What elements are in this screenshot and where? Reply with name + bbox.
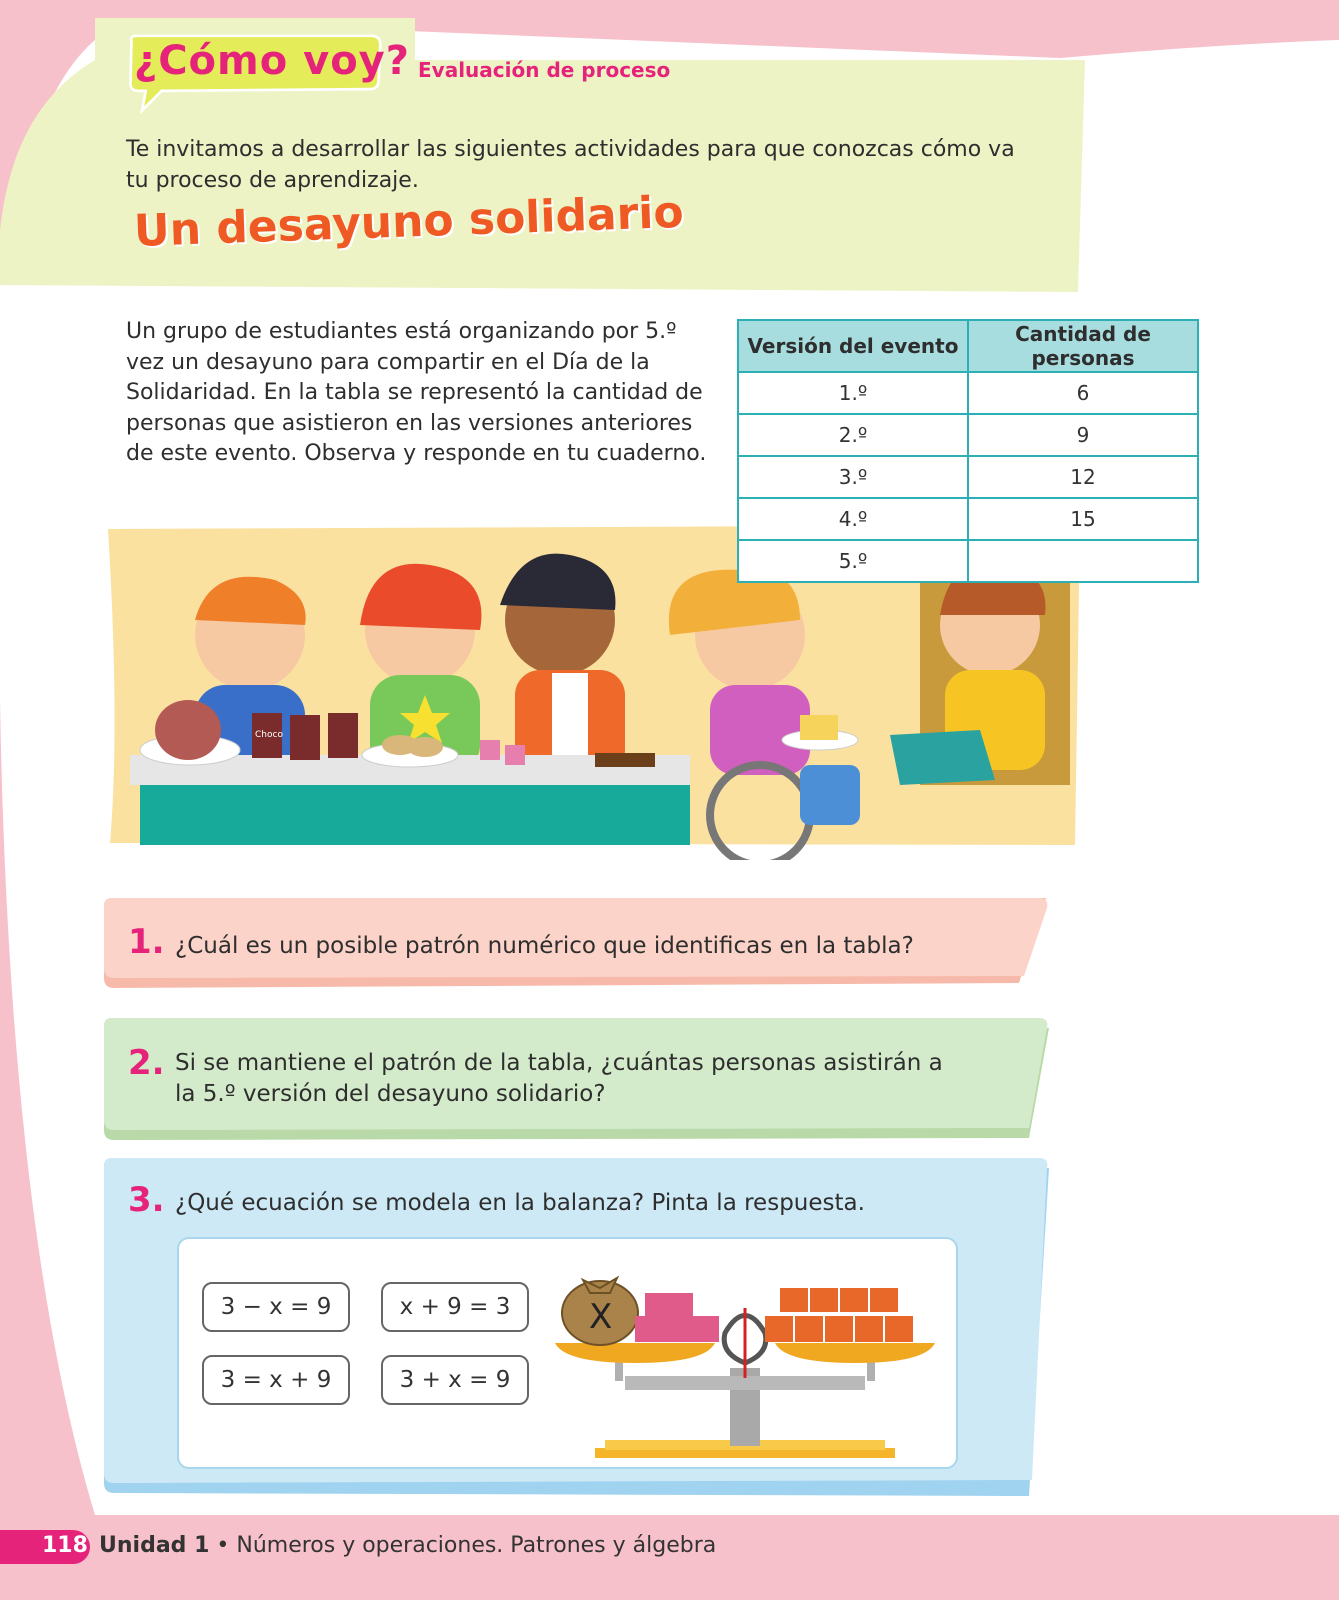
option-x-plus-9-equals-3[interactable]: x + 9 = 3 [381, 1282, 529, 1332]
cell-quantity: 6 [968, 372, 1198, 414]
option-3-equals-x-plus-9[interactable]: 3 = x + 9 [202, 1355, 350, 1405]
question-1-number: 1. [128, 922, 165, 962]
cell-quantity: 15 [968, 498, 1198, 540]
table-row [738, 498, 1198, 540]
question-3-number: 3. [128, 1180, 165, 1220]
cell-version: 4.º [738, 498, 968, 540]
footer-unit [99, 1533, 716, 1558]
page-title: Un desayuno solidario [133, 186, 685, 257]
balance-scale-illustration [555, 1258, 935, 1458]
cell-version: 3.º [738, 456, 968, 498]
header-version: Versión del evento [738, 320, 968, 372]
unit-label: Unidad 1 [99, 1533, 210, 1558]
cell-version: 5.º [738, 540, 968, 582]
problem-paragraph: Un grupo de estudiantes está organizando por 5.º vez un desayuno para compartir en el Día de la Solidaridad. En la tabla se representó la cantidad de personas que asistieron en las versiones anteriores de este evento. Observa y responde en tu cuaderno. [126, 319, 707, 466]
page-number: 118 [42, 1533, 88, 1558]
table-row [738, 372, 1198, 414]
attendance-table [737, 319, 1199, 583]
yogurt-cups-left [635, 1293, 719, 1342]
yogurt-cups-right [765, 1288, 913, 1342]
question-2-number: 2. [128, 1043, 165, 1083]
table-header-row [738, 320, 1198, 372]
option-3-plus-x-equals-9[interactable]: 3 + x = 9 [381, 1355, 529, 1405]
cell-quantity: 12 [968, 456, 1198, 498]
question-1-text: ¿Cuál es un posible patrón numérico que identificas en la tabla? [175, 933, 914, 959]
section-badge: ¿Cómo voy? [134, 38, 410, 84]
header-quantity: Cantidad de personas [968, 320, 1198, 372]
intro-text: Te invitamos a desarrollar las siguientes actividades para que conozcas cómo va tu proceso de aprendizaje. [126, 137, 1015, 193]
option-3-minus-x-equals-9[interactable]: 3 − x = 9 [202, 1282, 350, 1332]
section-subtitle: Evaluación de proceso [418, 58, 671, 82]
bag-label: X [589, 1297, 613, 1337]
unit-topic: • Números y operaciones. Patrones y álgebra [216, 1533, 717, 1558]
table-row [738, 414, 1198, 456]
carton-label: Choco [255, 730, 283, 740]
table-row [738, 456, 1198, 498]
cell-quantity-empty [968, 540, 1198, 582]
question-2-text: Si se mantiene el patrón de la tabla, ¿cuántas personas asistirán a la 5.º versión del desayuno solidario? [175, 1050, 943, 1107]
table-row [738, 540, 1198, 582]
cell-quantity: 9 [968, 414, 1198, 456]
cell-version: 1.º [738, 372, 968, 414]
cell-version: 2.º [738, 414, 968, 456]
question-3-text: ¿Qué ecuación se modela en la balanza? Pinta la respuesta. [175, 1190, 865, 1216]
